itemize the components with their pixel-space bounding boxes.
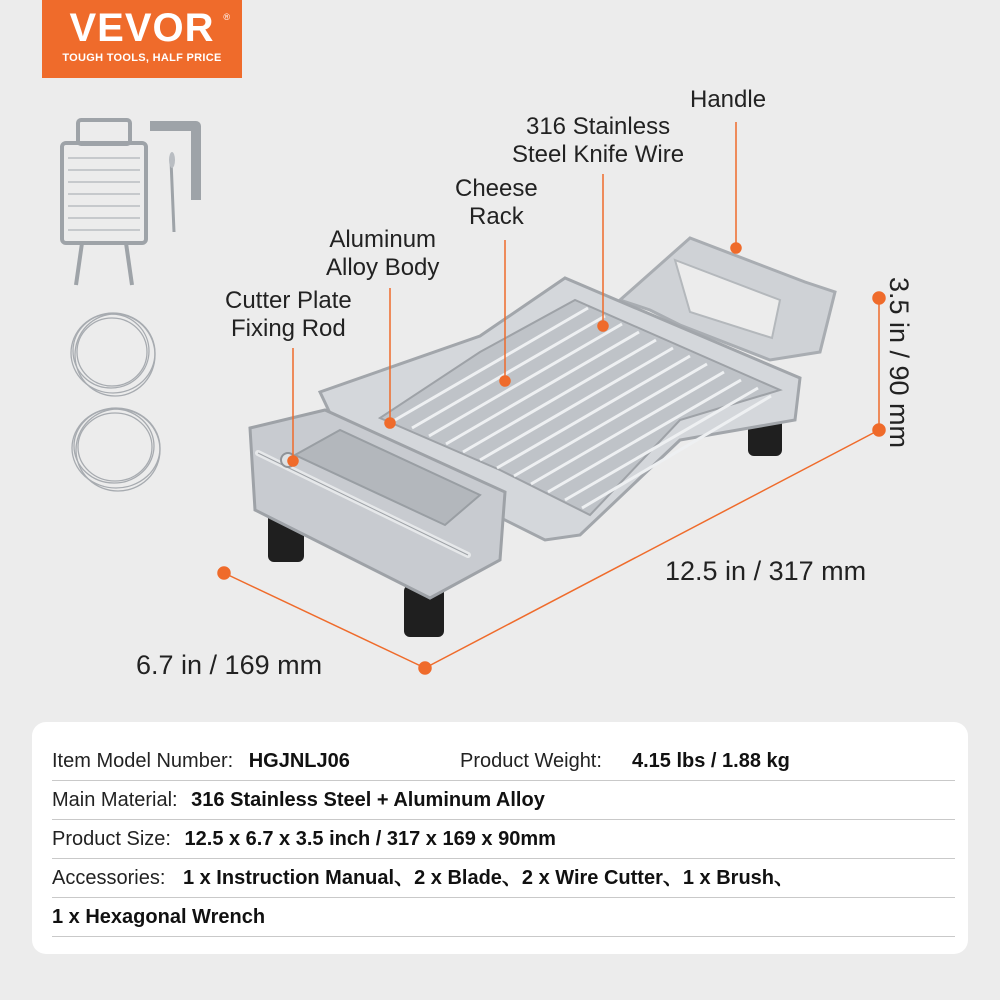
label-aluminum-body-line-1: Aluminum: [329, 226, 437, 253]
brand-name: VEVOR: [69, 6, 215, 50]
model-value: HGJNLJ06: [248, 750, 350, 772]
spec-row-material: [52, 781, 955, 820]
material-label: Main Material:: [52, 789, 178, 811]
spare-cutter-frame: [62, 120, 146, 285]
material-value: 316 Stainless Steel + Aluminum Alloy: [191, 789, 545, 811]
accessories-value: 1 x Instruction Manual、2 x Blade、2 x Wire Cutter、1 x Brush、: [182, 867, 795, 889]
label-aluminum-body: [326, 226, 439, 282]
specifications-panel: [32, 722, 968, 954]
model-label: Item Model Number:: [52, 750, 234, 772]
spec-row-accessories: [52, 859, 955, 898]
brush: [169, 152, 175, 232]
size-label: Product Size:: [52, 828, 171, 850]
dimension-width: 6.7 in / 169 mm: [136, 650, 323, 680]
accessories-label: Accessories:: [52, 867, 166, 889]
label-knife-wire-line-1: 316 Stainless: [525, 113, 671, 140]
label-cheese-rack-line-2: Rack: [469, 203, 524, 230]
dimension-height: 3.5 in / 90 mm: [884, 276, 915, 449]
registered-mark: ®: [223, 12, 230, 22]
brand-tagline: TOUGH TOOLS, HALF PRICE: [62, 52, 222, 64]
knife-wire-coil: [72, 408, 160, 491]
size-value: 12.5 x 6.7 x 3.5 inch / 317 x 169 x 90mm: [184, 828, 556, 850]
dimension-length: 12.5 in / 317 mm: [665, 556, 867, 586]
accessories-value-continued: 1 x Hexagonal Wrench: [52, 906, 266, 928]
label-cheese-rack: [455, 175, 538, 231]
spec-row-accessories-continued: [52, 898, 955, 937]
label-fixing-rod: [225, 287, 352, 343]
weight-label: Product Weight:: [460, 750, 602, 772]
weight-value: 4.15 lbs / 1.88 kg: [632, 750, 790, 772]
label-aluminum-body-line-2: Alloy Body: [326, 254, 440, 281]
label-handle: Handle: [690, 86, 767, 113]
knife-wire-coil: [71, 313, 155, 396]
label-cheese-rack-line-1: Cheese: [455, 175, 538, 202]
label-fixing-rod-line-1: Cutter Plate: [225, 287, 352, 314]
label-knife-wire: [512, 113, 684, 169]
label-knife-wire-line-2: Steel Knife Wire: [512, 141, 685, 168]
label-fixing-rod-line-2: Fixing Rod: [231, 315, 346, 342]
spec-row-model-weight: [52, 742, 955, 781]
spec-row-size: [52, 820, 955, 859]
